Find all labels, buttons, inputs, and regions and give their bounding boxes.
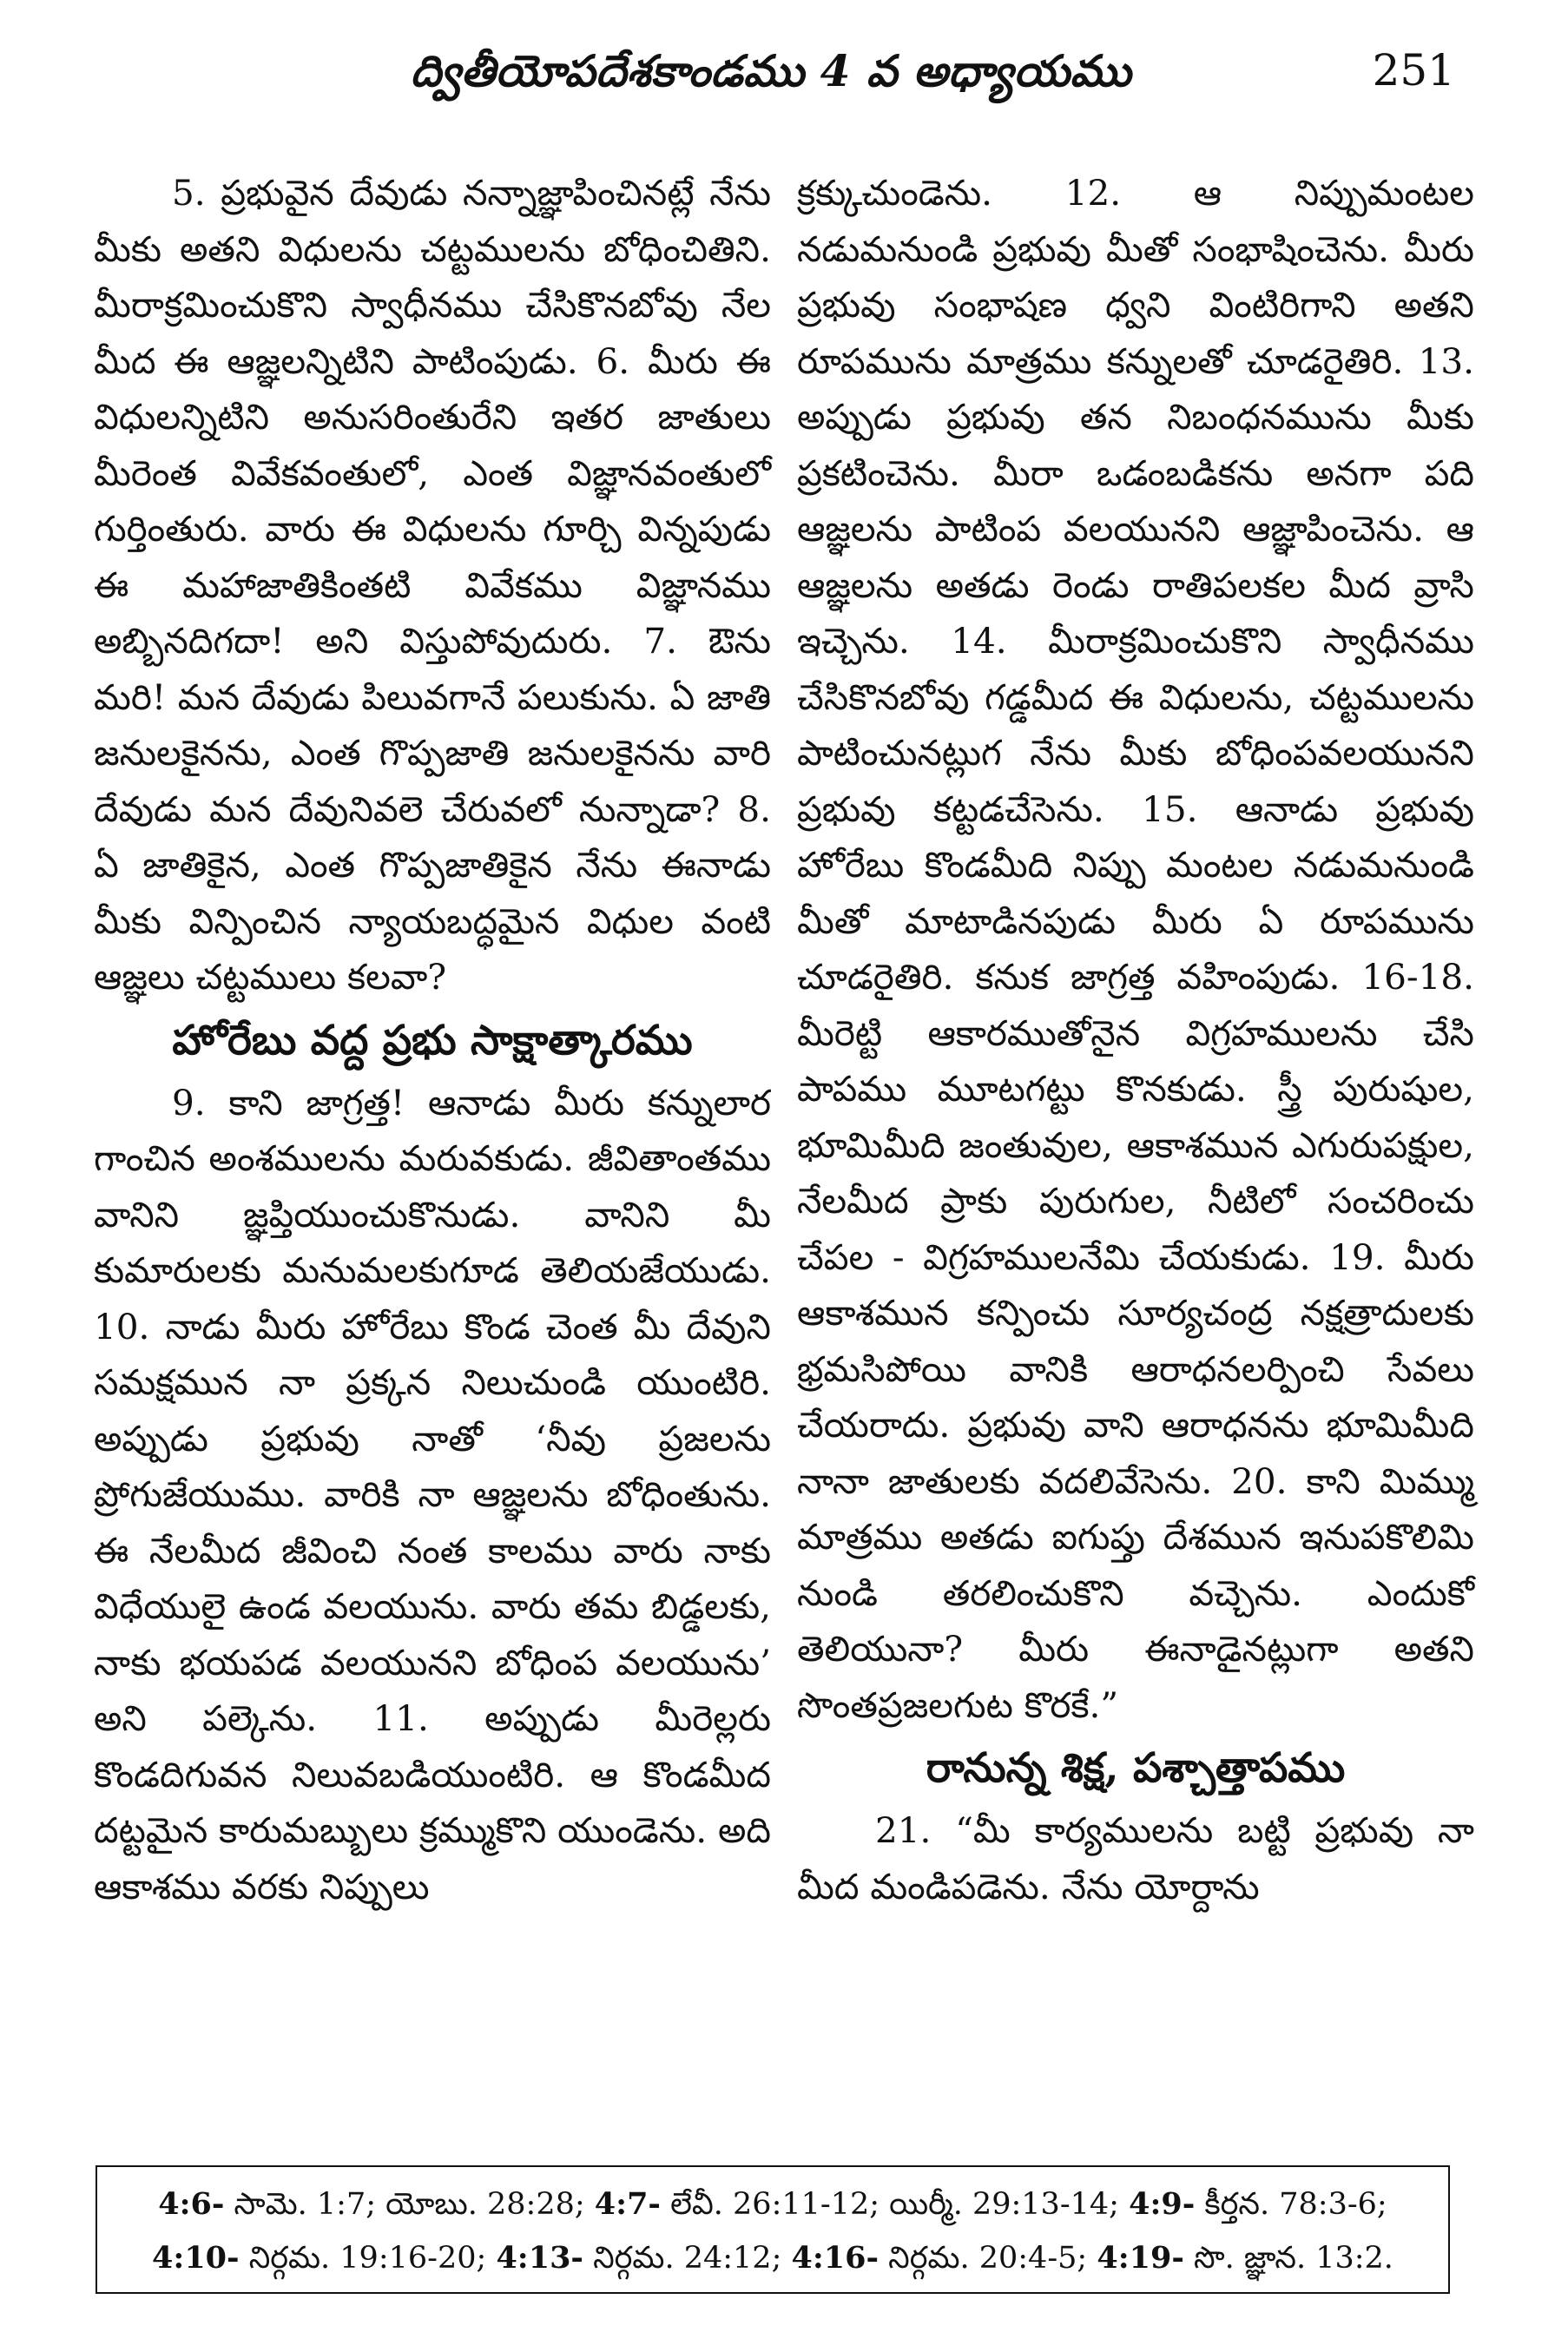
- cross-reference-line: [123, 2231, 1422, 2285]
- reference-text: నిర్గమ. 19:16-20;: [239, 2241, 497, 2276]
- chapter-title: ద్వితీయోపదేశకాండము 4 వ అధ్యాయము: [410, 45, 1132, 96]
- page-number: 251: [1372, 45, 1455, 96]
- cross-reference-box: [96, 2165, 1450, 2294]
- reference-text: సామె. 1:7; యోబు. 28:28;: [224, 2187, 595, 2222]
- reference-text: సొ. జ్ఞాన. 13:2.: [1183, 2241, 1393, 2276]
- reference-label: 4:16-: [791, 2240, 879, 2276]
- reference-text: నిర్గమ. 20:4-5;: [879, 2241, 1097, 2276]
- reference-label: 4:10-: [152, 2240, 240, 2276]
- reference-label: 4:6-: [158, 2186, 225, 2222]
- page-header: [87, 45, 1455, 106]
- right-column: [797, 165, 1474, 1914]
- reference-text: నిర్గమ. 24:12;: [583, 2241, 792, 2276]
- section-heading: హోరేబు వద్ద ప్రభు సాక్షాత్కారము: [172, 1016, 693, 1064]
- paragraph: 21. “మీ కార్యములను బట్టి ప్రభువు నా మీద మండిపడెను. నేను యోర్దాను: [797, 1809, 1474, 1907]
- cross-reference-line: [123, 2177, 1422, 2231]
- section-heading: రానున్న శిక్ష, పశ్చాత్తాపము: [926, 1744, 1346, 1792]
- paragraph: 9. కాని జాగ్రత్త! ఆనాడు మీరు కన్నులార గాంచిన అంశములను మరువకుడు. జీవితాంతము వానిని జ్ఞప్తియుంచుకొనుడు. వానిని మీ కుమారులకు మనుమలకుగూడ తెలియజేయుడు. 10. నాడు మీరు హోరేబు కొండ చెంత మీ దేవుని సమక్షమున నా ప్రక్కన నిలుచుండి యుంటిరి. అప్పుడు ప్రభువు నాతో ‘నీవు ప్రజలను ప్రోగుజేయుము. వారికి నా ఆజ్ఞలను బోధింతును. ఈ నేలమీద జీవించి నంత కాలము వారు నాకు విధేయులై ఉండ వలయును. వారు తమ బిడ్డలకు, నాకు భయపడ వలయునని బోధింప వలయును’ అని పల్కెను. 11. అప్పుడు మీరెల్లరు కొండదిగువన నిలువబడియుంటిరి. ఆ కొండమీద దట్టమైన కారుమబ్బులు క్రమ్ముకొని యుండెను. అది ఆకాశము వరకు నిప్పులు: [94, 1081, 771, 1907]
- reference-label: 4:13-: [496, 2240, 583, 2276]
- left-column: [94, 165, 771, 1914]
- reference-text: కీర్తన. 78:3-6;: [1195, 2187, 1387, 2222]
- reference-label: 4:9-: [1129, 2186, 1196, 2222]
- paragraph: 5. ప్రభువైన దేవుడు నన్నాజ్ఞాపించినట్లే నేను మీకు అతని విధులను చట్టములను బోధించితిని. మీరాక్రమించుకొని స్వాధీనము చేసికొనబోవు నేల మీద ఈ ఆజ్ఞలన్నిటిని పాటింపుడు. 6. మీరు ఈ విధులన్నిటిని అనుసరింతురేని ఇతర జాతులు మీరెంత వివేకవంతులో, ఎంత విజ్ఞానవంతులో గుర్తింతురు. వారు ఈ విధులను గూర్చి విన్నపుడు ఈ మహాజాతికింతటి వివేకము విజ్ఞానము అబ్బినదిగదా! అని విస్తుపోవుదురు. 7. ఔను మరి! మన దేవుడు పిలువగానే పలుకును. ఏ జాతి జనులకైనను, ఎంత గొప్పజాతి జనులకైనను వారి దేవుడు మన దేవునివలె చేరువలో నున్నాడా? 8. ఏ జాతికైన, ఎంత గొప్పజాతికైన నేను ఈనాడు మీకు విన్పించిన న్యాయబద్ధమైన విధుల వంటి ఆజ్ఞలు చట్టములు కలవా?: [94, 172, 771, 998]
- reference-text: లేవీ. 26:11-12; యిర్మీ. 29:13-14;: [660, 2187, 1130, 2222]
- reference-label: 4:7-: [594, 2186, 661, 2222]
- reference-label: 4:19-: [1097, 2240, 1184, 2276]
- paragraph: క్రక్కుచుండెను. 12. ఆ నిప్పుమంటల నడుమనుండి ప్రభువు మీతో సంభాషించెను. మీరు ప్రభువు సంభాషణ ధ్వని వింటిరిగాని అతని రూపమును మాత్రము కన్నులతో చూడరైతిరి. 13. అప్పుడు ప్రభువు తన నిబంధనమును మీకు ప్రకటించెను. మీరా ఒడంబడికను అనగా పది ఆజ్ఞలను పాటింప వలయునని ఆజ్ఞాపించెను. ఆ ఆజ్ఞలను అతడు రెండు రాతిపలకల మీద వ్రాసి ఇచ్చెను. 14. మీరాక్రమించుకొని స్వాధీనము చేసికొనబోవు గడ్డమీద ఈ విధులను, చట్టములను పాటించునట్లుగ నేను మీకు బోధింపవలయునని ప్రభువు కట్టడచేసెను. 15. ఆనాడు ప్రభువు హోరేబు కొండమీది నిప్పు మంటల నడుమనుండి మీతో మాటాడినపుడు మీరు ఏ రూపమును చూడరైతిరి. కనుక జాగ్రత్త వహింపుడు. 16-18. మీరెట్టి ఆకారముతోనైన విగ్రహములను చేసి పాపము మూటగట్టు కొనకుడు. స్త్రీ పురుషుల, భూమిమీది జంతువుల, ఆకాశమున ఎగురుపక్షుల, నేలమీద ప్రాకు పురుగుల, నీటిలో సంచరించు చేపల - విగ్రహములనేమి చేయకుడు. 19. మీరు ఆకాశమున కన్పించు సూర్యచంద్ర నక్షత్రాదులకు భ్రమసిపోయి వానికి ఆరాధనలర్పించి సేవలు చేయరాదు. ప్రభువు వాని ఆరాధనను భూమిమీది నానా జాతులకు వదలివేసెను. 20. కాని మిమ్ము మాత్రము అతడు ఐగుప్తు దేశమున ఇనుపకొలిమి నుండి తరలించుకొని వచ్చెను. ఎందుకో తెలియునా? మీరు ఈనాడైనట్లుగా అతని సొంతప్రజలగుట కొరకే.”: [797, 172, 1474, 1726]
